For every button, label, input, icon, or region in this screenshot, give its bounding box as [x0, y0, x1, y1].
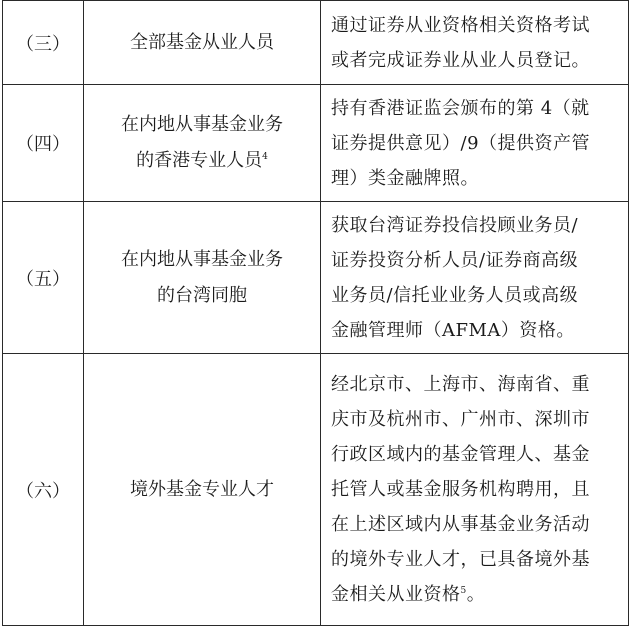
requirement-line: 持有香港证监会颁布的第 4（就	[331, 97, 590, 119]
requirement-line: 证券提供意见）/9（提供资产管	[331, 132, 591, 154]
requirement-line: 理）类金融牌照。	[331, 167, 479, 189]
requirement-line: 行政区域内的基金管理人、基金	[331, 444, 590, 465]
requirement-line: 的境外专业人才，已具备境外基	[331, 549, 590, 570]
qualification-table	[2, 0, 629, 626]
requirement-line: 获取台湾证券投信投顾业务员/	[331, 214, 579, 236]
personnel-category	[84, 1, 321, 85]
row-index: （六）	[3, 354, 84, 626]
personnel-category	[84, 354, 321, 626]
row-index: （三）	[3, 1, 84, 85]
requirement-line: 金融管理师（AFMA）资格。	[331, 319, 575, 341]
category-line: 的台湾同胞	[157, 284, 247, 306]
requirement-line	[331, 577, 622, 612]
category-line: 在内地从事基金业务	[121, 248, 283, 270]
requirement-line: 通过证券从业资格相关资格考试	[331, 14, 590, 36]
requirement-line: 庆市及杭州市、广州市、深圳市	[331, 409, 590, 430]
category-line	[90, 143, 314, 179]
category-line: 境外基金专业人才	[130, 478, 274, 500]
requirement-line: 或者完成证券业从业人员登记。	[331, 49, 590, 71]
personnel-category	[84, 202, 321, 354]
category-line-text: 的香港专业人员	[136, 150, 263, 171]
requirement-line-end: 。	[466, 584, 486, 605]
category-line: 全部基金从业人员	[130, 31, 274, 53]
qualification-requirement	[321, 85, 629, 202]
requirement-line: 经北京市、上海市、海南省、重	[331, 374, 590, 395]
requirement-line: 业务员/信托业业务人员或高级	[331, 284, 579, 306]
category-line: 在内地从事基金业务	[121, 114, 283, 135]
row-index: （四）	[3, 85, 84, 202]
requirement-line: 证券投资分析人员/证券商高级	[331, 249, 579, 271]
qualification-requirement	[321, 202, 629, 354]
table-row	[3, 85, 629, 202]
qualification-requirement	[321, 1, 629, 85]
requirement-line: 在上述区域内从事基金业务活动	[331, 514, 590, 535]
footnote-marker: 5	[460, 586, 467, 596]
requirement-line-text: 金相关从业资格	[331, 584, 461, 605]
row-index: （五）	[3, 202, 84, 354]
table-row	[3, 354, 629, 626]
table-row	[3, 202, 629, 354]
requirement-line: 托管人或基金服务机构聘用，且	[331, 479, 590, 500]
table-row	[3, 1, 629, 85]
qualification-requirement	[321, 354, 629, 626]
personnel-category	[84, 85, 321, 202]
footnote-marker: 4	[262, 152, 268, 162]
